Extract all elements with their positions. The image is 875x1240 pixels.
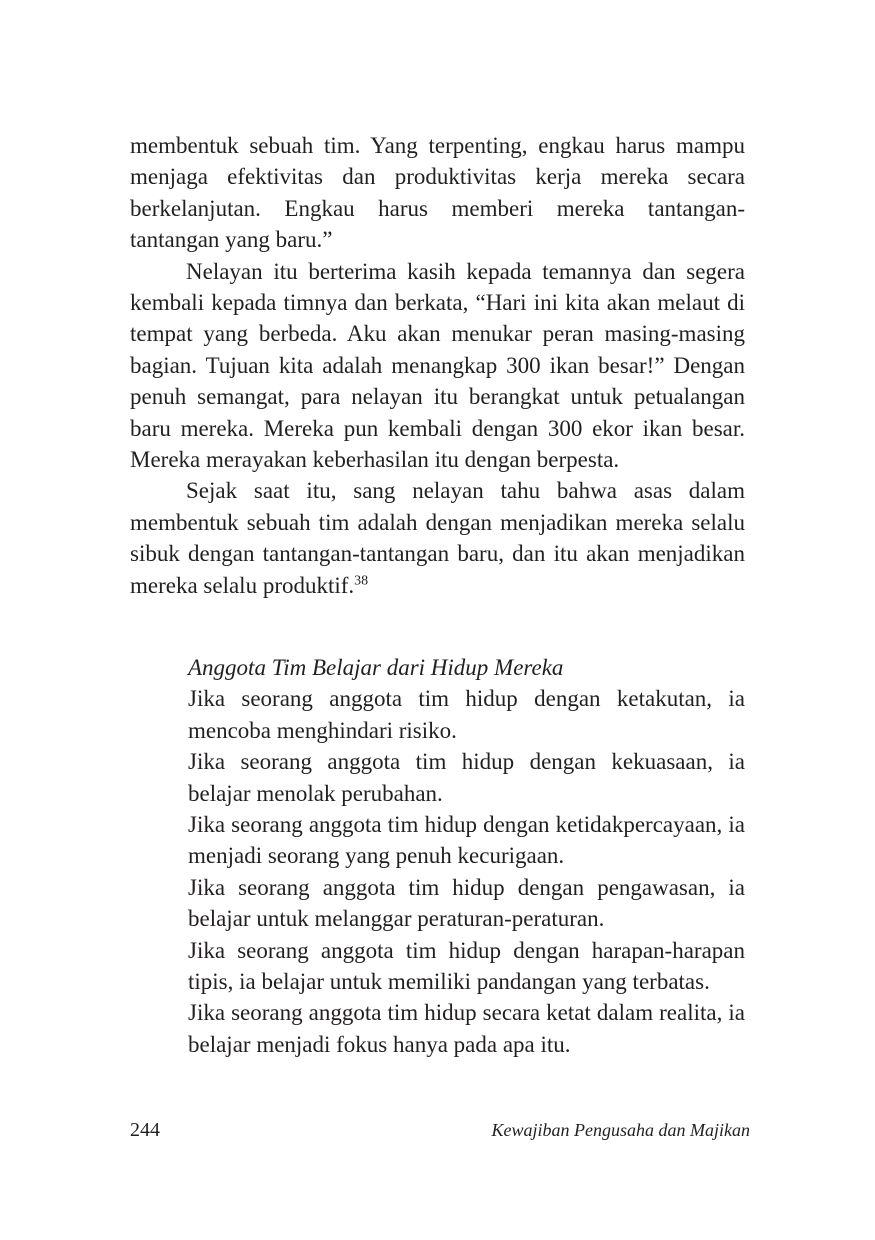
running-footer-title: Kewajiban Pengusaha dan Majikan (491, 1120, 750, 1140)
paragraph-lesson (130, 475, 745, 601)
paragraph-continuation: membentuk sebuah tim. Yang terpenting, engkau harus mampu menjaga efektivitas dan produktivitas kerja mereka secara berkelanjutan. Engkau harus memberi mereka tantangan-tantangan yang baru.” (130, 133, 745, 253)
footnote-marker: 38 (354, 573, 369, 589)
poem-line: Jika seorang anggota tim hidup dengan harapan-harapan tipis, ia belajar untuk memiliki pandangan yang terbatas. (188, 937, 745, 995)
poem-line: Jika seorang anggota tim hidup secara ketat dalam realita, ia belajar menjadi fokus hanya pada apa itu. (188, 1000, 745, 1057)
poem-line: Jika seorang anggota tim hidup dengan pengawasan, ia belajar untuk melanggar peraturan-peraturan. (188, 874, 745, 932)
poem-line: Jika seorang anggota tim hidup dengan ketakutan, ia mencoba menghindari risiko. (188, 686, 745, 743)
page-number: 244 (130, 1119, 160, 1141)
poem-block (188, 652, 745, 1060)
poem-line: Jika seorang anggota tim hidup dengan kekuasaan, ia belajar menolak perubahan. (188, 749, 745, 806)
paragraph-fisherman-team: Nelayan itu berterima kasih kepada temannya dan segera kembali kepada timnya dan berkata, “Hari ini kita akan melaut di tempat yang berbeda. Aku akan menukar peran masing-masing bagian. Tujuan kita adalah menangkap 300 ikan besar!” Dengan penuh semangat, para nelayan itu berangkat untuk petualangan baru mereka. Mereka pun kembali dengan 300 ekor ikan besar. Mereka merayakan keberhasilan itu dengan berpesta. (130, 258, 745, 473)
poem-title: Anggota Tim Belajar dari Hidup Mereka (188, 655, 564, 680)
paragraph-lesson-text: Sejak saat itu, sang nelayan tahu bahwa asas dalam membentuk sebuah tim adalah dengan menjadikan mereka selalu sibuk dengan tantangan-tantangan baru, dan itu akan menjadikan mereka selalu produktif. (130, 478, 745, 598)
poem-line: Jika seorang anggota tim hidup dengan ketidakpercayaan, ia menjadi seorang yang penuh kecurigaan. (188, 812, 745, 869)
body-text (130, 130, 745, 601)
